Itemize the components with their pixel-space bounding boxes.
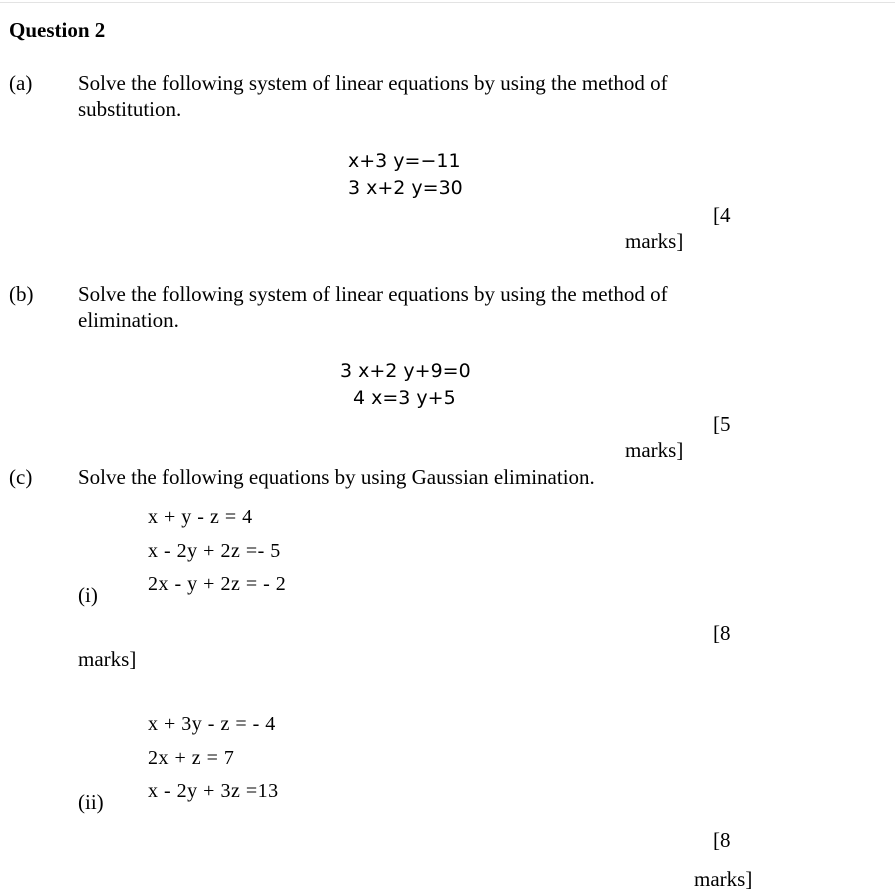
top-divider [0,2,895,3]
part-c-i-marks-open: [8 [713,621,731,645]
part-c-ii-equation-1: x + 3y - z = - 4 [148,713,276,735]
part-b-instruction-line2: elimination. [78,308,179,332]
part-b-instruction-line1: Solve the following system of linear equations by using the method of [78,282,668,306]
part-c-ii-marks-close: marks] [694,867,753,891]
part-b-marks-close: marks] [625,438,684,462]
part-b-equation-1: 3 x+2 y+9=0 [340,360,471,382]
part-a-marks-close: marks] [625,229,684,253]
part-c-ii-label: (ii) [78,790,104,814]
part-a-label: (a) [9,71,33,95]
part-c-i-label: (i) [78,583,98,607]
question-title: Question 2 [9,18,106,42]
part-b-label: (b) [9,282,34,306]
part-b-marks-open: [5 [713,412,731,436]
part-a-instruction-line1: Solve the following system of linear equations by using the method of [78,71,668,95]
part-c-instruction: Solve the following equations by using Gaussian elimination. [78,465,595,489]
part-a-marks-open: [4 [713,203,731,227]
part-c-label: (c) [9,465,33,489]
part-a-instruction-line2: substitution. [78,97,182,121]
part-c-i-marks-close: marks] [78,647,137,671]
part-c-i-equation-1: x + y - z = 4 [148,506,253,528]
part-c-i-equation-2: x - 2y + 2z =- 5 [148,540,281,562]
part-b-equation-2: 4 x=3 y+5 [353,387,456,409]
part-a-equation-2: 3 x+2 y=30 [348,177,463,199]
part-a-equation-1: x+3 y=−11 [348,150,461,172]
part-c-ii-equation-3: x - 2y + 3z =13 [148,780,279,802]
part-c-ii-equation-2: 2x + z = 7 [148,747,235,769]
part-c-i-equation-3: 2x - y + 2z = - 2 [148,573,287,595]
part-c-ii-marks-open: [8 [713,828,731,852]
